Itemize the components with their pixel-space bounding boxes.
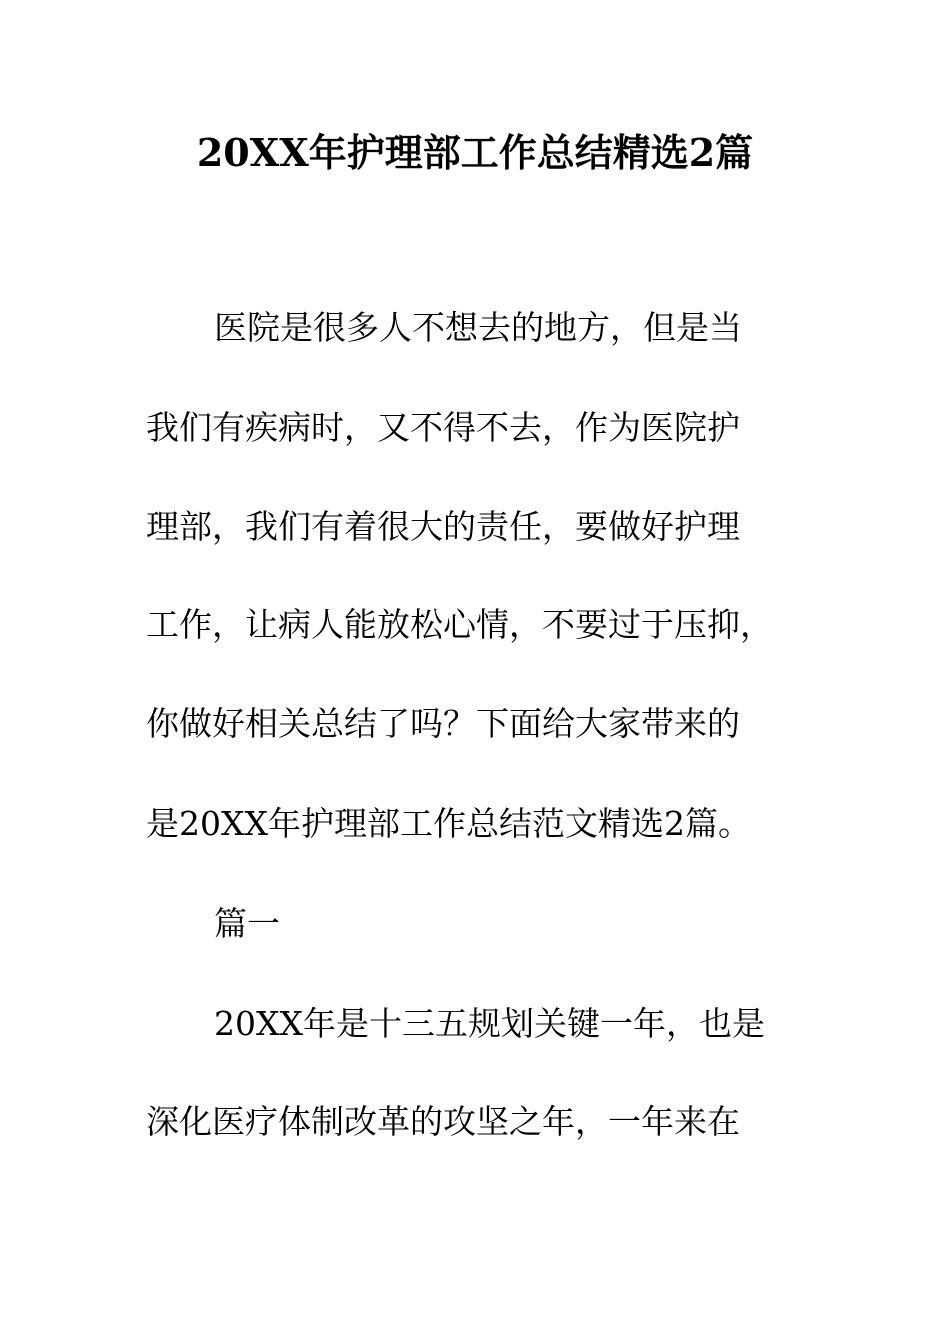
intro-line-4: 工作，让病人能放松心情，不要过于压抑， bbox=[146, 605, 773, 644]
document-title: 20XX年护理部工作总结精选2篇 bbox=[196, 130, 754, 175]
intro-line-3: 理部，我们有着很大的责任，要做好护理 bbox=[146, 507, 740, 546]
intro-line-1: 医院是很多人不想去的地方，但是当 bbox=[214, 308, 742, 347]
section-one-line-2: 深化医疗体制改革的攻坚之年，一年来在 bbox=[146, 1102, 740, 1141]
section-heading-one: 篇一 bbox=[214, 904, 280, 943]
intro-line-5: 你做好相关总结了吗？下面给大家带来的 bbox=[146, 704, 740, 743]
intro-line-6: 是20XX年护理部工作总结范文精选2篇。 bbox=[146, 804, 751, 843]
section-one-line-1: 20XX年是十三五规划关键一年，也是 bbox=[214, 1004, 765, 1043]
intro-line-2: 我们有疾病时，又不得不去，作为医院护 bbox=[146, 408, 740, 447]
